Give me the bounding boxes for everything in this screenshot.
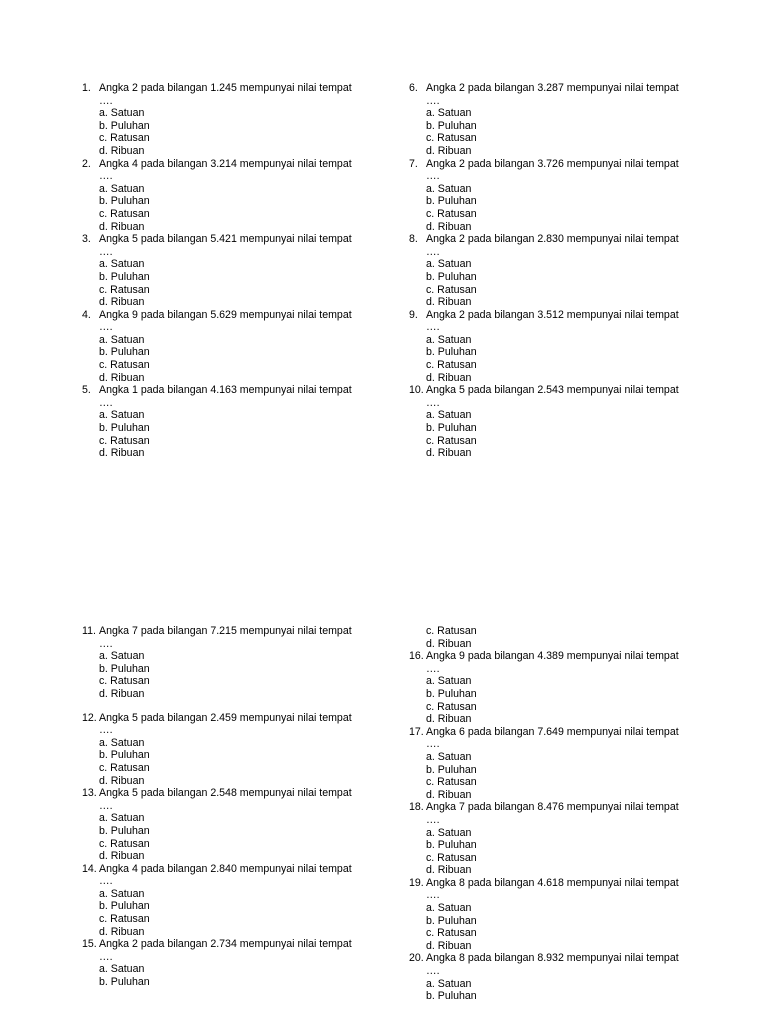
option-b: b. Puluhan [426,763,477,776]
option-b: b. Puluhan [99,270,150,283]
question-2 [82,158,372,234]
option-d: d. Ribuan [99,144,145,157]
question-text: Angka 2 pada bilangan 2.734 mempunyai nilai tempat [99,938,352,951]
question-blank: …. [99,170,113,183]
option-a: a. Satuan [426,409,472,422]
option-d: d. Ribuan [426,220,472,233]
question-blank: …. [99,321,113,334]
question-blank: …. [99,396,113,409]
question-blank: …. [99,724,113,737]
question-8 [409,233,699,309]
question-blank: …. [426,738,440,751]
question-text: Angka 6 pada bilangan 7.649 mempunyai nilai tempat [426,725,679,738]
option-a: a. Satuan [99,812,145,825]
question-blank: …. [426,889,440,902]
question-blank: …. [426,662,440,675]
option-c: c. Ratusan [426,132,477,145]
option-c: c. Ratusan [426,625,477,637]
question-15-continued [409,625,699,650]
option-c: c. Ratusan [426,851,477,864]
question-blank: …. [99,799,113,812]
option-a: a. Satuan [99,963,145,976]
option-c: c. Ratusan [99,207,150,220]
question-number: 6. [409,82,418,94]
question-17 [409,726,699,802]
question-12 [82,712,372,788]
option-a: a. Satuan [99,650,145,663]
option-d: d. Ribuan [426,939,472,952]
option-c: c. Ratusan [99,837,150,850]
question-text: Angka 2 pada bilangan 2.830 mempunyai nilai tempat [426,233,679,246]
option-c: c. Ratusan [99,132,150,145]
option-a: a. Satuan [426,333,472,346]
page2-left-column [82,625,372,989]
option-c: c. Ratusan [99,761,150,774]
question-text: Angka 9 pada bilangan 5.629 mempunyai nilai tempat [99,308,352,321]
option-b: b. Puluhan [426,914,477,927]
option-a: a. Satuan [426,258,472,271]
option-c: c. Ratusan [99,283,150,296]
option-c: c. Ratusan [99,359,150,372]
option-b: b. Puluhan [426,346,477,359]
option-d: d. Ribuan [426,713,472,726]
question-text: Angka 4 pada bilangan 2.840 mempunyai nilai tempat [99,862,352,875]
question-text: Angka 2 pada bilangan 1.245 mempunyai nilai tempat [99,82,352,94]
option-a: a. Satuan [426,902,472,915]
question-text: Angka 9 pada bilangan 4.389 mempunyai nilai tempat [426,650,679,663]
option-b: b. Puluhan [426,119,477,132]
question-number: 2. [82,157,91,170]
question-number: 3. [82,233,91,246]
option-a: a. Satuan [99,887,145,900]
option-d: d. Ribuan [426,371,472,384]
question-blank: …. [426,245,440,258]
question-text: Angka 5 pada bilangan 5.421 mempunyai nilai tempat [99,233,352,246]
question-text: Angka 1 pada bilangan 4.163 mempunyai nilai tempat [99,384,352,397]
option-a: a. Satuan [426,182,472,195]
question-20 [409,952,699,1002]
option-a: a. Satuan [99,736,145,749]
option-d: d. Ribuan [426,788,472,801]
option-c: c. Ratusan [99,913,150,926]
question-blank: …. [426,965,440,978]
option-d: d. Ribuan [99,774,145,787]
option-c: c. Ratusan [99,434,150,447]
option-c: c. Ratusan [99,675,150,688]
question-blank: …. [426,170,440,183]
option-d: d. Ribuan [99,687,145,700]
question-number: 8. [409,233,418,246]
option-c: c. Ratusan [426,927,477,940]
question-number: 20. [409,952,424,965]
option-b: b. Puluhan [99,119,150,132]
question-number: 13. [82,787,97,800]
option-a: a. Satuan [426,675,472,688]
question-text: Angka 2 pada bilangan 3.512 mempunyai nilai tempat [426,308,679,321]
question-blank: …. [426,94,440,107]
option-c: c. Ratusan [426,359,477,372]
question-number: 4. [82,308,91,321]
option-d: d. Ribuan [99,371,145,384]
option-a: a. Satuan [99,258,145,271]
question-text: Angka 8 pada bilangan 4.618 mempunyai nilai tempat [426,876,679,889]
question-text: Angka 5 pada bilangan 2.548 mempunyai nilai tempat [99,787,352,800]
question-text: Angka 7 pada bilangan 7.215 mempunyai nilai tempat [99,625,352,637]
option-d: d. Ribuan [99,925,145,938]
option-c: c. Ratusan [426,283,477,296]
option-b: b. Puluhan [99,749,150,762]
question-number: 16. [409,650,424,663]
question-number: 15. [82,938,97,951]
option-c: c. Ratusan [426,434,477,447]
option-d: d. Ribuan [426,144,472,157]
option-b: b. Puluhan [426,990,477,1003]
question-1 [82,82,372,158]
option-c: c. Ratusan [426,700,477,713]
question-text: Angka 2 pada bilangan 3.287 mempunyai nilai tempat [426,82,679,94]
question-blank: …. [99,875,113,888]
question-number: 1. [82,82,91,94]
question-4 [82,309,372,385]
question-number: 14. [82,862,97,875]
option-c: c. Ratusan [426,207,477,220]
option-a: a. Satuan [426,750,472,763]
question-number: 9. [409,308,418,321]
question-text: Angka 7 pada bilangan 8.476 mempunyai nilai tempat [426,801,679,814]
question-10 [409,384,699,460]
page2-right-column [409,625,699,1003]
option-b: b. Puluhan [99,422,150,435]
option-b: b. Puluhan [99,195,150,208]
option-d: d. Ribuan [99,850,145,863]
question-blank: …. [426,396,440,409]
question-number: 18. [409,801,424,814]
question-9 [409,309,699,385]
question-blank: …. [426,813,440,826]
question-6 [409,82,699,158]
option-b: b. Puluhan [99,346,150,359]
option-a: a. Satuan [99,182,145,195]
question-7 [409,158,699,234]
option-d: d. Ribuan [426,447,472,460]
option-d: d. Ribuan [99,296,145,309]
option-a: a. Satuan [426,107,472,120]
question-18 [409,801,699,877]
question-text: Angka 5 pada bilangan 2.459 mempunyai nilai tempat [99,711,352,724]
question-3 [82,233,372,309]
page1-right-column [409,82,699,460]
question-text: Angka 2 pada bilangan 3.726 mempunyai nilai tempat [426,157,679,170]
option-a: a. Satuan [426,826,472,839]
option-a: a. Satuan [99,333,145,346]
question-blank: …. [99,245,113,258]
question-number: 5. [82,384,91,397]
question-number: 17. [409,725,424,738]
option-d: d. Ribuan [426,296,472,309]
question-blank: …. [426,321,440,334]
question-text: Angka 4 pada bilangan 3.214 mempunyai nilai tempat [99,157,352,170]
option-d: d. Ribuan [426,637,472,650]
option-b: b. Puluhan [426,839,477,852]
option-d: d. Ribuan [426,864,472,877]
question-text: Angka 5 pada bilangan 2.543 mempunyai nilai tempat [426,384,679,397]
question-14 [82,863,372,939]
option-a: a. Satuan [426,977,472,990]
question-11 [82,625,372,701]
option-b: b. Puluhan [99,662,150,675]
option-a: a. Satuan [99,107,145,120]
question-blank: …. [99,637,113,650]
option-b: b. Puluhan [99,824,150,837]
question-number: 10. [409,384,424,397]
question-13 [82,787,372,863]
question-blank: …. [99,950,113,963]
option-d: d. Ribuan [99,220,145,233]
question-text: Angka 8 pada bilangan 8.932 mempunyai nilai tempat [426,952,679,965]
question-number: 19. [409,876,424,889]
option-b: b. Puluhan [99,900,150,913]
option-c: c. Ratusan [426,776,477,789]
option-b: b. Puluhan [426,270,477,283]
option-d: d. Ribuan [99,447,145,460]
question-blank: …. [99,94,113,107]
option-b: b. Puluhan [426,422,477,435]
question-number: 11. [82,625,96,637]
option-b: b. Puluhan [426,195,477,208]
option-a: a. Satuan [99,409,145,422]
page1-left-column [82,82,372,460]
question-number: 7. [409,157,418,170]
spacer [82,701,372,712]
question-19 [409,877,699,953]
option-b: b. Puluhan [99,976,150,989]
question-number: 12. [82,711,97,724]
question-15 [82,938,372,988]
question-16 [409,650,699,726]
option-b: b. Puluhan [426,687,477,700]
question-5 [82,384,372,460]
